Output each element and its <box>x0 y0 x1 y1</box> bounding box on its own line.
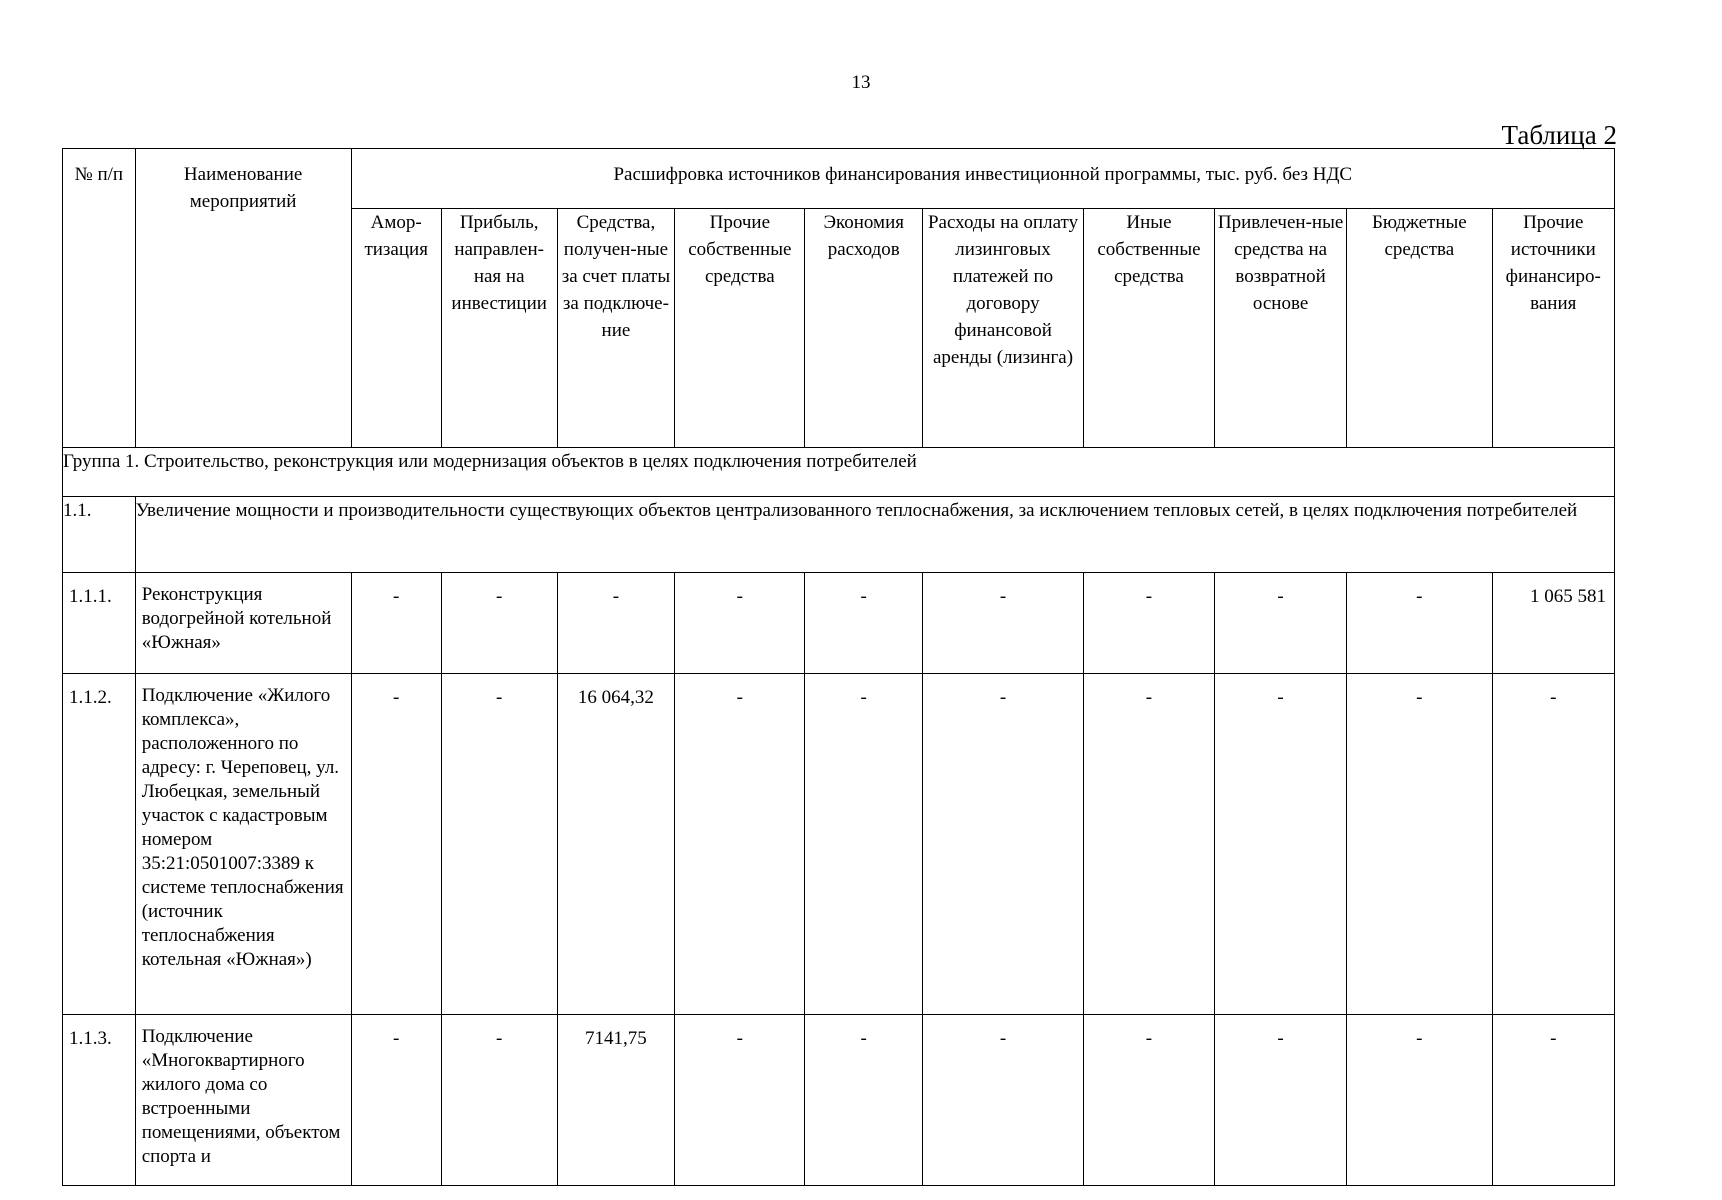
row-value: - <box>441 1015 557 1186</box>
group-row <box>63 448 1615 497</box>
row-no: 1.1.1. <box>63 573 136 674</box>
row-value: 7141,75 <box>557 1015 675 1186</box>
row-value: - <box>351 1015 441 1186</box>
table-caption: Таблица 2 <box>1501 120 1617 150</box>
row-value: - <box>923 1015 1084 1186</box>
row-value: - <box>805 1015 923 1186</box>
subgroup-row <box>63 497 1615 573</box>
row-value: - <box>675 573 805 674</box>
header-col-borrowed: Привлечен-ные средства на возвратной основе <box>1215 209 1347 448</box>
row-value: - <box>675 1015 805 1186</box>
row-value: - <box>1215 573 1347 674</box>
header-col-profit: Прибыль, направлен-ная на инвестиции <box>441 209 557 448</box>
row-value: - <box>805 573 923 674</box>
group-title: Группа 1. Строительство, реконструкция или модернизация объектов в целях подключения потребителей <box>63 448 1615 497</box>
header-col-other-sources: Прочие источники финансиро-вания <box>1492 209 1614 448</box>
subgroup-no: 1.1. <box>63 497 136 573</box>
header-row-top <box>63 149 1615 209</box>
row-name: Реконструкция водогрейной котельной «Южная» <box>135 573 351 674</box>
row-value: - <box>1492 674 1614 1015</box>
row-value: - <box>1492 1015 1614 1186</box>
page-number: 13 <box>851 72 871 93</box>
row-value: - <box>557 573 675 674</box>
row-value: - <box>805 674 923 1015</box>
table-row <box>63 1015 1615 1186</box>
row-value: 1 065 581 <box>1492 573 1614 674</box>
row-value: - <box>1083 573 1214 674</box>
row-name: Подключение «Жилого комплекса», расположенного по адресу: г. Череповец, ул. Любецкая, земельный участок с кадастровым номером 35:21:0501007:3389 к системе теплоснабжения (источник теплоснабжения котельная «Южная») <box>135 674 351 1015</box>
header-col-budget: Бюджетные средства <box>1347 209 1492 448</box>
table-row <box>63 674 1615 1015</box>
financing-table <box>62 148 1615 1186</box>
header-col-leasing: Расходы на оплату лизинговых платежей по договору финансовой аренды (лизинга) <box>923 209 1084 448</box>
header-col-amortization: Амор-тизация <box>351 209 441 448</box>
row-value: - <box>923 674 1084 1015</box>
row-value: - <box>351 674 441 1015</box>
row-value: - <box>1347 1015 1492 1186</box>
table-row <box>63 573 1615 674</box>
row-value: - <box>1215 1015 1347 1186</box>
row-value: - <box>1347 674 1492 1015</box>
header-name: Наименование мероприятий <box>135 149 351 448</box>
header-col-other-own-2: Иные собственные средства <box>1083 209 1214 448</box>
row-value: - <box>441 674 557 1015</box>
row-value: - <box>1083 674 1214 1015</box>
row-no: 1.1.2. <box>63 674 136 1015</box>
header-col-savings: Экономия расходов <box>805 209 923 448</box>
row-value: - <box>351 573 441 674</box>
row-value: - <box>675 674 805 1015</box>
row-value: - <box>1215 674 1347 1015</box>
row-value: - <box>1083 1015 1214 1186</box>
row-no: 1.1.3. <box>63 1015 136 1186</box>
header-financing-sources: Расшифровка источников финансирования инвестиционной программы, тыс. руб. без НДС <box>351 149 1614 209</box>
header-no: № п/п <box>63 149 136 448</box>
row-value: - <box>1347 573 1492 674</box>
header-col-connection-fees: Средства, получен-ные за счет платы за подключе-ние <box>557 209 675 448</box>
row-value: - <box>441 573 557 674</box>
row-name: Подключение «Многоквартирного жилого дома со встроенными помещениями, объектом спорта и <box>135 1015 351 1186</box>
row-value: 16 064,32 <box>557 674 675 1015</box>
row-value: - <box>923 573 1084 674</box>
header-col-other-own: Прочие собственные средства <box>675 209 805 448</box>
subgroup-title: Увеличение мощности и производительности существующих объектов централизованного теплоснабжения, за исключением тепловых сетей, в целях подключения потребителей <box>135 497 1614 573</box>
